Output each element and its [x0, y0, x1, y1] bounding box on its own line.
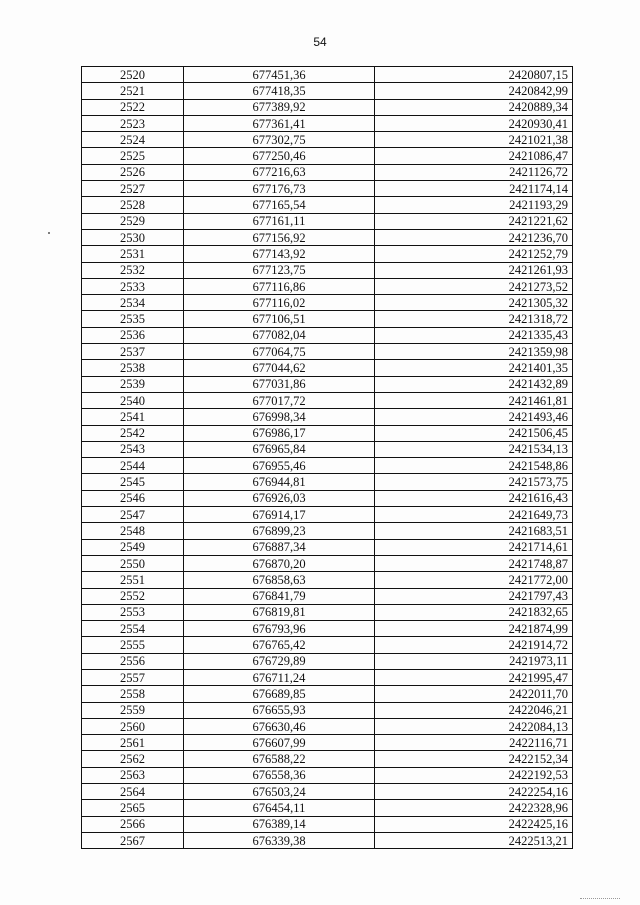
x-coordinate-cell: 676630,46 [184, 718, 375, 734]
x-coordinate-cell: 677216,63 [184, 164, 375, 180]
y-coordinate-cell: 2421649,73 [375, 507, 573, 523]
y-coordinate-cell: 2421021,38 [375, 132, 573, 148]
y-coordinate-cell: 2421573,75 [375, 474, 573, 490]
point-number-cell: 2550 [82, 555, 184, 571]
point-number-cell: 2532 [82, 262, 184, 278]
table-row [82, 800, 573, 816]
x-coordinate-cell: 677418,35 [184, 83, 375, 99]
table-row [82, 702, 573, 718]
x-coordinate-cell: 677106,51 [184, 311, 375, 327]
point-number-cell: 2521 [82, 83, 184, 99]
table-row [82, 409, 573, 425]
x-coordinate-cell: 676914,17 [184, 507, 375, 523]
y-coordinate-cell: 2421506,45 [375, 425, 573, 441]
table-row [82, 555, 573, 571]
scan-speck [48, 232, 50, 234]
table-row [82, 637, 573, 653]
x-coordinate-cell: 676689,85 [184, 686, 375, 702]
point-number-cell: 2523 [82, 115, 184, 131]
y-coordinate-cell: 2422425,16 [375, 816, 573, 832]
y-coordinate-cell: 2422152,34 [375, 751, 573, 767]
point-number-cell: 2533 [82, 278, 184, 294]
table-row [82, 392, 573, 408]
point-number-cell: 2531 [82, 246, 184, 262]
table-row [82, 816, 573, 832]
table-row [82, 115, 573, 131]
table-row [82, 441, 573, 457]
y-coordinate-cell: 2421832,65 [375, 604, 573, 620]
table-row [82, 246, 573, 262]
x-coordinate-cell: 676986,17 [184, 425, 375, 441]
x-coordinate-cell: 677176,73 [184, 181, 375, 197]
point-number-cell: 2551 [82, 572, 184, 588]
point-number-cell: 2567 [82, 832, 184, 848]
table-row [82, 148, 573, 164]
y-coordinate-cell: 2422254,16 [375, 784, 573, 800]
point-number-cell: 2565 [82, 800, 184, 816]
y-coordinate-cell: 2421493,46 [375, 409, 573, 425]
point-number-cell: 2561 [82, 735, 184, 751]
y-coordinate-cell: 2421683,51 [375, 523, 573, 539]
point-number-cell: 2536 [82, 327, 184, 343]
table-row [82, 99, 573, 115]
table-row [82, 295, 573, 311]
y-coordinate-cell: 2421273,52 [375, 278, 573, 294]
table-row [82, 164, 573, 180]
x-coordinate-cell: 676887,34 [184, 539, 375, 555]
table-row [82, 132, 573, 148]
x-coordinate-cell: 677302,75 [184, 132, 375, 148]
table-row [82, 376, 573, 392]
point-number-cell: 2553 [82, 604, 184, 620]
point-number-cell: 2558 [82, 686, 184, 702]
y-coordinate-cell: 2421797,43 [375, 588, 573, 604]
point-number-cell: 2544 [82, 458, 184, 474]
table-row [82, 344, 573, 360]
table-row [82, 588, 573, 604]
x-coordinate-cell: 676965,84 [184, 441, 375, 457]
y-coordinate-cell: 2422046,21 [375, 702, 573, 718]
y-coordinate-cell: 2421714,61 [375, 539, 573, 555]
y-coordinate-cell: 2421252,79 [375, 246, 573, 262]
table-row [82, 262, 573, 278]
point-number-cell: 2566 [82, 816, 184, 832]
x-coordinate-cell: 676389,14 [184, 816, 375, 832]
table-row [82, 360, 573, 376]
x-coordinate-cell: 676926,03 [184, 490, 375, 506]
y-coordinate-cell: 2421174,14 [375, 181, 573, 197]
point-number-cell: 2522 [82, 99, 184, 115]
y-coordinate-cell: 2422192,53 [375, 767, 573, 783]
table-row [82, 767, 573, 783]
x-coordinate-cell: 676711,24 [184, 669, 375, 685]
scan-artifact-line [580, 898, 620, 899]
x-coordinate-cell: 676841,79 [184, 588, 375, 604]
point-number-cell: 2543 [82, 441, 184, 457]
x-coordinate-cell: 676955,46 [184, 458, 375, 474]
point-number-cell: 2542 [82, 425, 184, 441]
y-coordinate-cell: 2421534,13 [375, 441, 573, 457]
y-coordinate-cell: 2421748,87 [375, 555, 573, 571]
y-coordinate-cell: 2421973,11 [375, 653, 573, 669]
point-number-cell: 2554 [82, 621, 184, 637]
point-number-cell: 2557 [82, 669, 184, 685]
table-row [82, 507, 573, 523]
table-row [82, 278, 573, 294]
table-row [82, 83, 573, 99]
table-row [82, 197, 573, 213]
table-row [82, 604, 573, 620]
y-coordinate-cell: 2421261,93 [375, 262, 573, 278]
point-number-cell: 2560 [82, 718, 184, 734]
table-row [82, 784, 573, 800]
y-coordinate-cell: 2421401,35 [375, 360, 573, 376]
x-coordinate-cell: 677156,92 [184, 229, 375, 245]
table-row [82, 751, 573, 767]
table-row [82, 327, 573, 343]
table-row [82, 311, 573, 327]
x-coordinate-cell: 676858,63 [184, 572, 375, 588]
point-number-cell: 2538 [82, 360, 184, 376]
point-number-cell: 2520 [82, 67, 184, 83]
x-coordinate-cell: 677123,75 [184, 262, 375, 278]
table-row [82, 181, 573, 197]
y-coordinate-cell: 2420807,15 [375, 67, 573, 83]
x-coordinate-cell: 677361,41 [184, 115, 375, 131]
x-coordinate-cell: 677017,72 [184, 392, 375, 408]
x-coordinate-cell: 676339,38 [184, 832, 375, 848]
x-coordinate-cell: 676503,24 [184, 784, 375, 800]
y-coordinate-cell: 2421874,99 [375, 621, 573, 637]
table-row [82, 718, 573, 734]
table-row [82, 653, 573, 669]
point-number-cell: 2545 [82, 474, 184, 490]
y-coordinate-cell: 2421359,98 [375, 344, 573, 360]
x-coordinate-cell: 677064,75 [184, 344, 375, 360]
point-number-cell: 2541 [82, 409, 184, 425]
x-coordinate-cell: 676793,96 [184, 621, 375, 637]
point-number-cell: 2546 [82, 490, 184, 506]
x-coordinate-cell: 677389,92 [184, 99, 375, 115]
x-coordinate-cell: 676819,81 [184, 604, 375, 620]
x-coordinate-cell: 677116,02 [184, 295, 375, 311]
table-row [82, 735, 573, 751]
x-coordinate-cell: 676588,22 [184, 751, 375, 767]
table-row [82, 229, 573, 245]
table-row [82, 67, 573, 83]
table-row [82, 621, 573, 637]
x-coordinate-cell: 677451,36 [184, 67, 375, 83]
y-coordinate-cell: 2420889,34 [375, 99, 573, 115]
point-number-cell: 2524 [82, 132, 184, 148]
point-number-cell: 2563 [82, 767, 184, 783]
y-coordinate-cell: 2421086,47 [375, 148, 573, 164]
point-number-cell: 2555 [82, 637, 184, 653]
table-row [82, 832, 573, 848]
point-number-cell: 2540 [82, 392, 184, 408]
y-coordinate-cell: 2421432,89 [375, 376, 573, 392]
y-coordinate-cell: 2422011,70 [375, 686, 573, 702]
y-coordinate-cell: 2421616,43 [375, 490, 573, 506]
table-row [82, 539, 573, 555]
table-row [82, 686, 573, 702]
point-number-cell: 2529 [82, 213, 184, 229]
coordinates-table-body [82, 67, 573, 849]
y-coordinate-cell: 2421318,72 [375, 311, 573, 327]
y-coordinate-cell: 2421772,00 [375, 572, 573, 588]
page-number: 54 [313, 35, 327, 49]
point-number-cell: 2528 [82, 197, 184, 213]
point-number-cell: 2564 [82, 784, 184, 800]
x-coordinate-cell: 677161,11 [184, 213, 375, 229]
y-coordinate-cell: 2421221,62 [375, 213, 573, 229]
x-coordinate-cell: 676870,20 [184, 555, 375, 571]
point-number-cell: 2526 [82, 164, 184, 180]
table-row [82, 669, 573, 685]
x-coordinate-cell: 677031,86 [184, 376, 375, 392]
x-coordinate-cell: 676899,23 [184, 523, 375, 539]
table-row [82, 458, 573, 474]
y-coordinate-cell: 2422084,13 [375, 718, 573, 734]
y-coordinate-cell: 2421305,32 [375, 295, 573, 311]
x-coordinate-cell: 677082,04 [184, 327, 375, 343]
point-number-cell: 2547 [82, 507, 184, 523]
table-row [82, 572, 573, 588]
x-coordinate-cell: 676655,93 [184, 702, 375, 718]
x-coordinate-cell: 676607,99 [184, 735, 375, 751]
point-number-cell: 2552 [82, 588, 184, 604]
table-row [82, 474, 573, 490]
x-coordinate-cell: 677116,86 [184, 278, 375, 294]
table-row [82, 490, 573, 506]
table-row [82, 425, 573, 441]
table-row [82, 213, 573, 229]
x-coordinate-cell: 676558,36 [184, 767, 375, 783]
point-number-cell: 2548 [82, 523, 184, 539]
y-coordinate-cell: 2421335,43 [375, 327, 573, 343]
point-number-cell: 2534 [82, 295, 184, 311]
x-coordinate-cell: 677250,46 [184, 148, 375, 164]
table-row [82, 523, 573, 539]
point-number-cell: 2559 [82, 702, 184, 718]
y-coordinate-cell: 2421461,81 [375, 392, 573, 408]
y-coordinate-cell: 2422513,21 [375, 832, 573, 848]
y-coordinate-cell: 2422116,71 [375, 735, 573, 751]
point-number-cell: 2527 [82, 181, 184, 197]
x-coordinate-cell: 677143,92 [184, 246, 375, 262]
point-number-cell: 2549 [82, 539, 184, 555]
x-coordinate-cell: 676998,34 [184, 409, 375, 425]
point-number-cell: 2556 [82, 653, 184, 669]
point-number-cell: 2539 [82, 376, 184, 392]
x-coordinate-cell: 677165,54 [184, 197, 375, 213]
point-number-cell: 2530 [82, 229, 184, 245]
point-number-cell: 2525 [82, 148, 184, 164]
y-coordinate-cell: 2421236,70 [375, 229, 573, 245]
point-number-cell: 2537 [82, 344, 184, 360]
coordinates-table [81, 66, 573, 849]
x-coordinate-cell: 676944,81 [184, 474, 375, 490]
x-coordinate-cell: 676765,42 [184, 637, 375, 653]
y-coordinate-cell: 2422328,96 [375, 800, 573, 816]
y-coordinate-cell: 2421995,47 [375, 669, 573, 685]
x-coordinate-cell: 676729,89 [184, 653, 375, 669]
x-coordinate-cell: 676454,11 [184, 800, 375, 816]
y-coordinate-cell: 2420930,41 [375, 115, 573, 131]
y-coordinate-cell: 2421126,72 [375, 164, 573, 180]
y-coordinate-cell: 2421914,72 [375, 637, 573, 653]
y-coordinate-cell: 2420842,99 [375, 83, 573, 99]
x-coordinate-cell: 677044,62 [184, 360, 375, 376]
y-coordinate-cell: 2421193,29 [375, 197, 573, 213]
y-coordinate-cell: 2421548,86 [375, 458, 573, 474]
point-number-cell: 2535 [82, 311, 184, 327]
point-number-cell: 2562 [82, 751, 184, 767]
